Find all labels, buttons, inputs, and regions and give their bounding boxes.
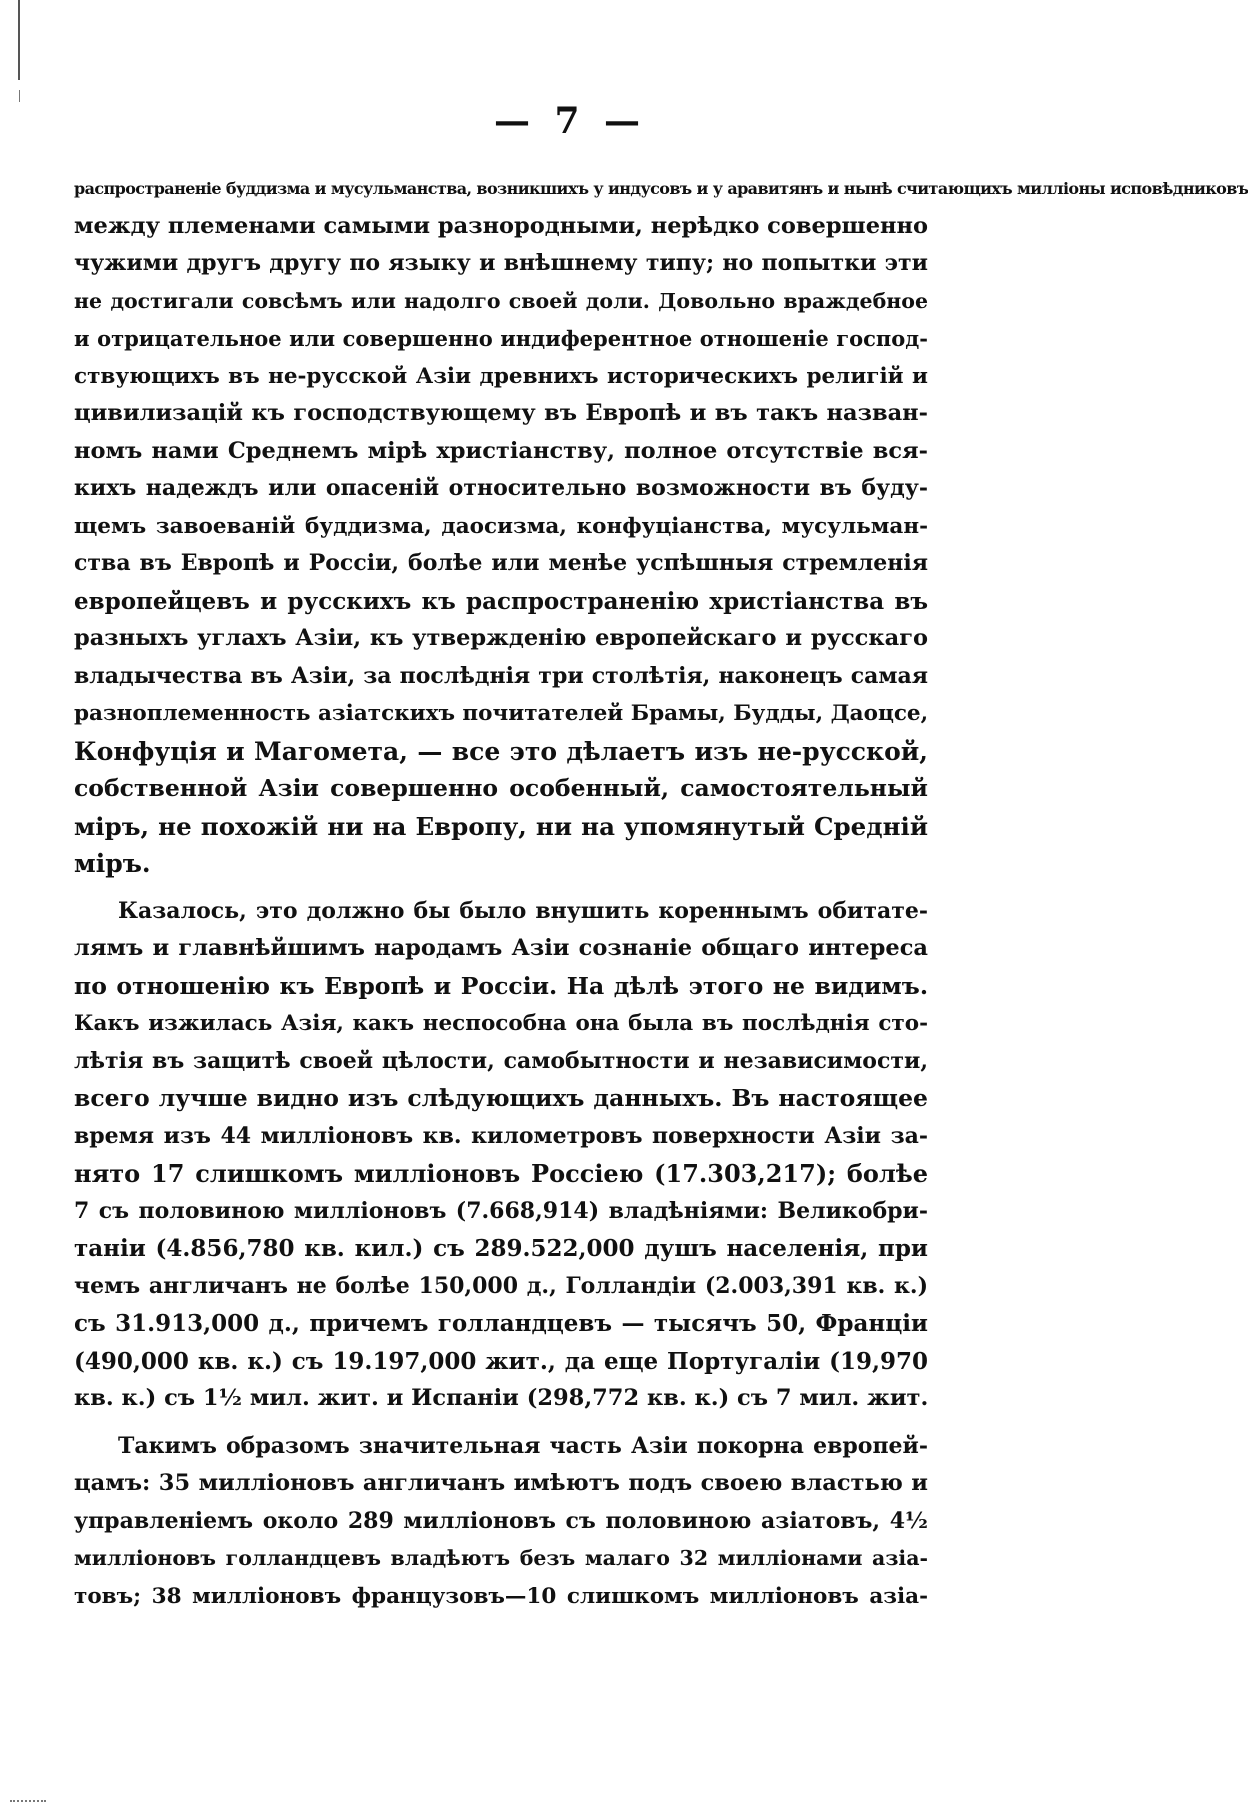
text-line: ства въ Европѣ и Россіи, болѣе или менѣе успѣшныя стремленія [74, 550, 928, 576]
text-line: по отношенію къ Европѣ и Россіи. На дѣлѣ этого не видимъ. [74, 971, 928, 1000]
text-line: Казалось, это должно бы было внушить кореннымъ обитате- [118, 897, 928, 924]
text-line: лѣтія въ защитѣ своей цѣлости, самобытности и независимости, [74, 1047, 928, 1074]
text-line: владычества въ Азіи, за послѣднія три столѣтія, наконецъ самая [74, 662, 928, 689]
text-line: милліоновъ голландцевъ владѣютъ безъ малаго 32 милліонами азіа- [74, 1546, 928, 1570]
text-line: ствующихъ въ не-русской Азіи древнихъ историческихъ религій и [74, 363, 928, 389]
text-line: чемъ англичанъ не болѣе 150,000 д., Голландіи (2.003,391 кв. к.) [74, 1272, 928, 1299]
text-line: и отрицательное или совершенно индиферентное отношеніе господ- [74, 326, 928, 351]
text-line: цамъ: 35 милліоновъ англичанъ имѣютъ подъ своею властью и [74, 1470, 928, 1496]
text-line: всего лучше видно изъ слѣдующихъ данныхъ. Въ настоящее [74, 1084, 928, 1112]
text-line: міръ. [74, 849, 151, 878]
text-line: кихъ надеждъ или опасеній относительно возможности въ буду- [74, 475, 928, 501]
text-line: разныхъ углахъ Азіи, къ утвержденію европейскаго и русскаго [74, 625, 928, 651]
text-line: щемъ завоеваній буддизма, даосизма, конфуціанства, мусульман- [74, 513, 928, 539]
paragraph [74, 170, 1248, 883]
text-line: европейцевъ и русскихъ къ распространенію христіанства въ [74, 587, 928, 615]
text-line: съ 31.913,000 д., причемъ голландцевъ — тысячъ 50, Франціи [74, 1310, 928, 1337]
paragraph [74, 893, 928, 1418]
text-line: чужими другъ другу по языку и внѣшнему типу; но попытки эти [74, 250, 928, 276]
text-line: Такимъ образомъ значительная часть Азіи покорна европей- [118, 1432, 928, 1459]
text-line: (490,000 кв. к.) съ 19.197,000 жит., да еще Португаліи (19,970 [74, 1347, 928, 1375]
text-line: распространеніе буддизма и мусульманства, возникшихъ у индусовъ и у аравитянъ и нынѣ считающихъ милліоны исповѣдниковъ [74, 179, 1248, 198]
text-line: 7 съ половиною милліоновъ (7.668,914) владѣніями: Великобри- [74, 1197, 928, 1224]
text-line: лямъ и главнѣйшимъ народамъ Азіи сознаніе общаго интереса [74, 935, 928, 961]
text-line: міръ, не похожій ни на Европу, ни на упомянутый Средній [74, 811, 928, 841]
text-line: разноплеменность азіатскихъ почитателей Брамы, Будды, Даоцсе, [74, 701, 929, 726]
text-line: цивилизацій къ господствующему въ Европѣ и въ такъ назван- [74, 400, 928, 426]
text-line: время изъ 44 милліоновъ кв. километровъ поверхности Азіи за- [74, 1122, 928, 1149]
scan-footer-mark [10, 1800, 46, 1805]
body-text [74, 170, 1248, 1615]
text-line: Конфуція и Магомета, — все это дѣлаетъ изъ не-русской, [74, 736, 928, 766]
paragraph-gap [74, 883, 928, 893]
text-line: таніи (4.856,780 кв. кил.) съ 289.522,000 душъ населенія, при [74, 1235, 928, 1262]
paragraph-gap [74, 1418, 928, 1428]
paragraph [74, 1428, 928, 1616]
text-line: управленіемъ около 289 милліоновъ съ половиною азіатовъ, 4½ [74, 1507, 928, 1534]
text-line: кв. к.) съ 1½ мил. жит. и Испаніи (298,772 кв. к.) съ 7 мил. жит. [74, 1385, 929, 1411]
text-line: номъ нами Среднемъ мірѣ христіанству, полное отсутствіе вся- [74, 437, 928, 464]
text-line: товъ; 38 милліоновъ французовъ—10 слишкомъ милліоновъ азіа- [74, 1583, 928, 1609]
text-line: нято 17 слишкомъ милліоновъ Россіею (17.303,217); болѣе [74, 1159, 928, 1188]
text-line: Какъ изжилась Азія, какъ неспособна она была въ послѣднія сто- [74, 1011, 928, 1036]
text-line: собственной Азіи совершенно особенный, самостоятельный [74, 774, 928, 802]
scan-edge-mark [18, 0, 20, 80]
text-line: не достигали совсѣмъ или надолго своей доли. Довольно враждебное [74, 288, 928, 313]
text-line: между племенами самыми разнородными, нерѣдко совершенно [74, 212, 928, 239]
page-number: — 7 — [493, 100, 647, 142]
